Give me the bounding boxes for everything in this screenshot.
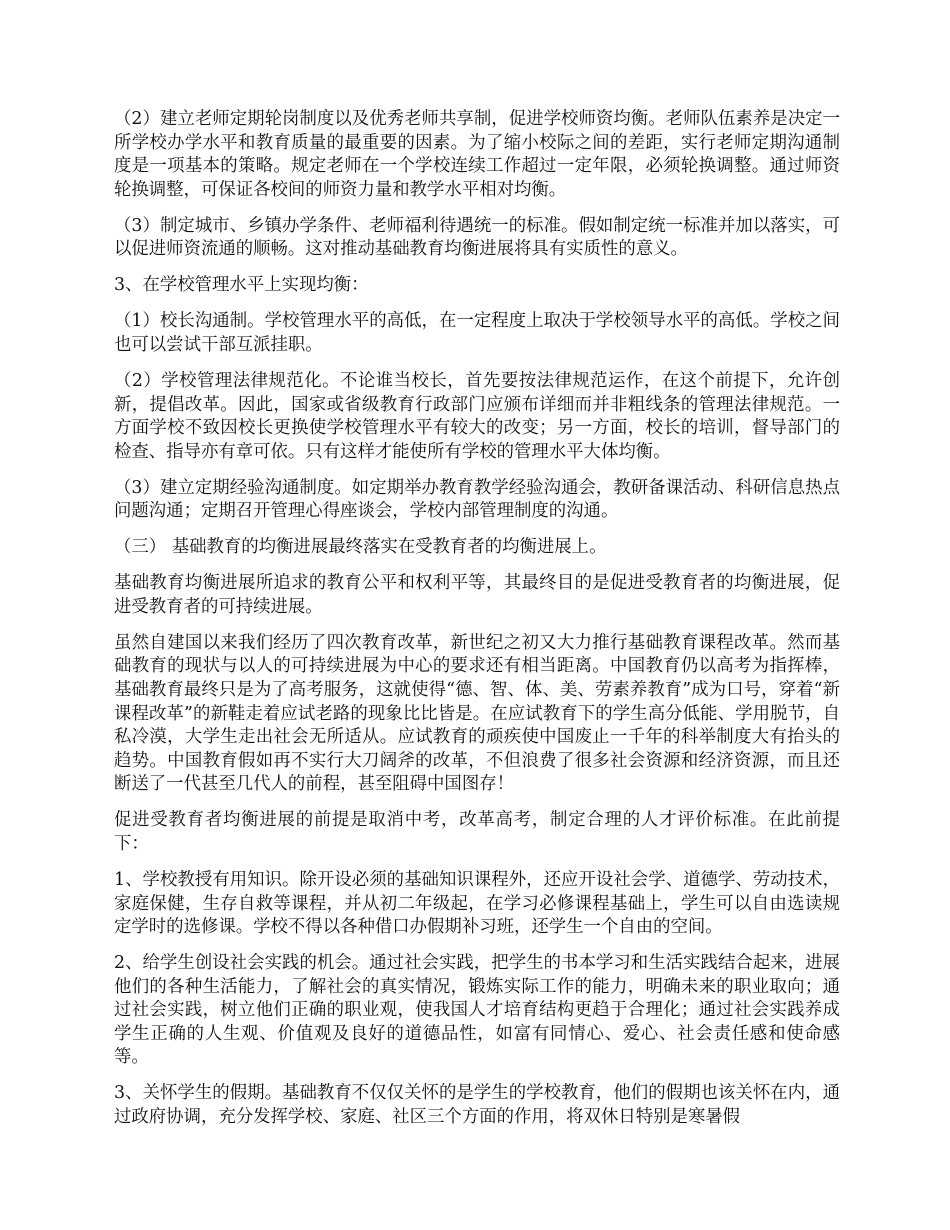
- paragraph-education-reform: 虽然自建国以来我们经历了四次教育改革，新世纪之初又大力推行基础教育课程改革。然而基础教育的现状与以人的可持续进展为中心的要求还有相当距离。中国教育仍以高考为指挥棒，基础教育最终只是为了高考服务，这就使得“德、智、体、美、劳素养教育”成为口号，穿着“新课程改革”的新鞋走着应试老路的现象比比皆是。在应试教育下的学生高分低能、学用脱节，自私冷漠，大学生走出社会无所适从。应试教育的顽疾使中国废止一千年的科举制度大有抬头的趋势。中国教育假如再不实行大刀阔斧的改革，不但浪费了很多社会资源和经济资源，而且还断送了一代甚至几代人的前程，甚至阻碍中国图存！: [114, 632, 840, 795]
- paragraph-teacher-rotation: （2）建立老师定期轮岗制度以及优秀老师共享制，促进学校师资均衡。老师队伍素养是决定一所学校办学水平和教育质量的最重要的因素。为了缩小校际之间的差距，实行老师定期沟通制度是一项基本的策略。规定老师在一个学校连续工作超过一定年限，必须轮换调整。通过师资轮换调整，可保证各校间的师资力量和教学水平相对均衡。: [114, 109, 840, 200]
- paragraph-student-holidays: 3、关怀学生的假期。基础教育不仅仅关怀的是学生的学校教育，他们的假期也该关怀在内，通过政府协调，充分发挥学校、家庭、社区三个方面的作用，将双休日特别是寒暑假: [114, 1083, 840, 1128]
- paragraph-premise: 促进受教育者均衡进展的前提是取消中考，改革高考，制定合理的人才评价标准。在此前提下：: [114, 810, 840, 854]
- document-page: [114, 108, 840, 1142]
- paragraph-experience-exchange: （3）建立定期经验沟通制度。如定期举办教育教学经验沟通会，教研备课活动、科研信息热点问题沟通；定期召开管理心得座谈会，学校内部管理制度的沟通。: [114, 477, 840, 522]
- paragraph-section-three-heading: （三） 基础教育的均衡进展最终落实在受教育者的均衡进展上。: [114, 537, 607, 558]
- paragraph-management-heading: 3、在学校管理水平上实现均衡：: [114, 275, 369, 296]
- paragraph-balanced-goal: 基础教育均衡进展所追求的教育公平和权利平等，其最终目的是促进受教育者的均衡进展，促进受教育者的可持续进展。: [114, 573, 840, 617]
- paragraph-principal-exchange: （1）校长沟通制。学校管理水平的高低，在一定程度上取决于学校领导水平的高低。学校之间也可以尝试干部互派挂职。: [114, 311, 840, 355]
- paragraph-unified-standards: （3）制定城市、乡镇办学条件、老师福利待遇统一的标准。假如制定统一标准并加以落实，可以促进师资流通的顺畅。这对推动基础教育均衡进展将具有实质性的意义。: [114, 215, 840, 260]
- paragraph-social-practice: 2、给学生创设社会实践的机会。通过社会实践，把学生的书本学习和生活实践结合起来，进展他们的各种生活能力，了解社会的真实情况，锻炼实际工作的能力，明确未来的职业取向；通过社会实践，树立他们正确的职业观，使我国人才培育结构更趋于合理化；通过社会实践养成学生正确的人生观、价值观及良好的道德品性，如富有同情心、爱心、社会责任感和使命感等。: [114, 953, 840, 1068]
- paragraph-legal-management: （2）学校管理法律规范化。不论谁当校长，首先要按法律规范运作，在这个前提下，允许创新，提倡改革。因此，国家或省级教育行政部门应颁布详细而并非粗线条的管理法律规范。一方面学校不致因校长更换使学校管理水平有较大的改变；另一方面，校长的培训，督导部门的检查、指导亦有章可依。只有这样才能使所有学校的管理水平大体均衡。: [114, 370, 840, 462]
- paragraph-useful-knowledge: 1、学校教授有用知识。除开设必须的基础知识课程外，还应开设社会学、道德学、劳动技术，家庭保健，生存自救等课程，并从初二年级起，在学习必修课程基础上，学生可以自由选读规定学时的选修课。学校不得以各种借口办假期补习班，还学生一个自由的空间。: [114, 869, 840, 938]
